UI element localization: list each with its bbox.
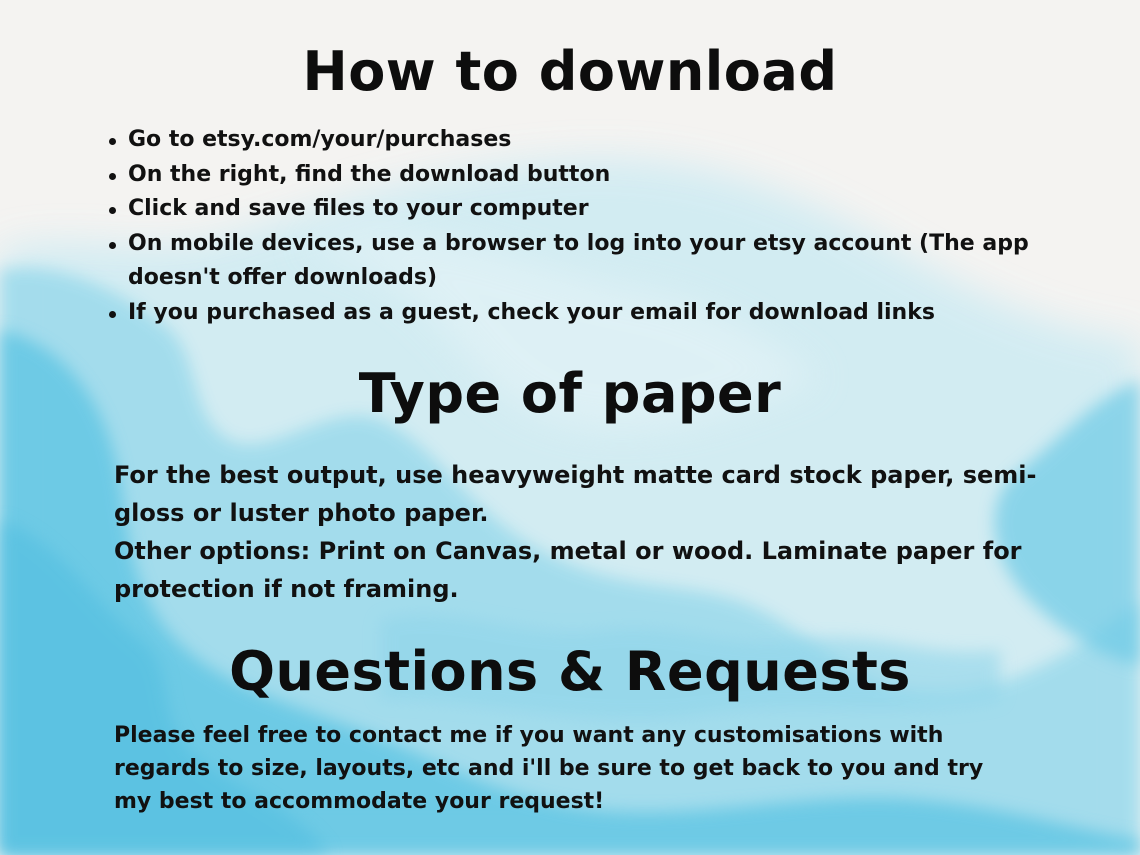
paper-recommendation: For the best output, use heavyweight matte card stock paper, semi-gloss or luster photo paper. <box>114 461 1037 527</box>
step-text: On the right, find the download button <box>128 161 611 187</box>
list-item <box>108 227 1058 296</box>
step-text: On mobile devices, use a browser to log into your etsy account (The app doesn't offer downloads) <box>128 230 1029 290</box>
bullet-icon <box>109 173 116 180</box>
step-text: Go to etsy.com/your/purchases <box>128 127 512 152</box>
step-text: Click and save files to your computer <box>128 196 589 221</box>
paper-description <box>114 456 1064 608</box>
bullet-icon <box>109 207 116 214</box>
bullet-icon <box>109 311 116 318</box>
bullet-icon <box>109 138 116 145</box>
bullet-icon <box>109 242 116 249</box>
step-text: If you purchased as a guest, check your email for download links <box>128 299 935 325</box>
questions-body: Please feel free to contact me if you want any customisations with regards to size, layouts, etc and i'll be sure to get back to you and try my best to accommodate your request! <box>114 723 984 814</box>
download-steps-list <box>108 123 1058 330</box>
how-to-download-heading: How to download <box>302 40 838 103</box>
list-item <box>108 296 1058 331</box>
paper-other-options: Other options: Print on Canvas, metal or wood. Laminate paper for protection if not framing. <box>114 537 1022 603</box>
list-item <box>108 192 1058 227</box>
type-of-paper-heading: Type of paper <box>358 362 782 425</box>
questions-heading: Questions & Requests <box>229 640 911 703</box>
list-item <box>108 123 1058 158</box>
list-item <box>108 158 1058 193</box>
